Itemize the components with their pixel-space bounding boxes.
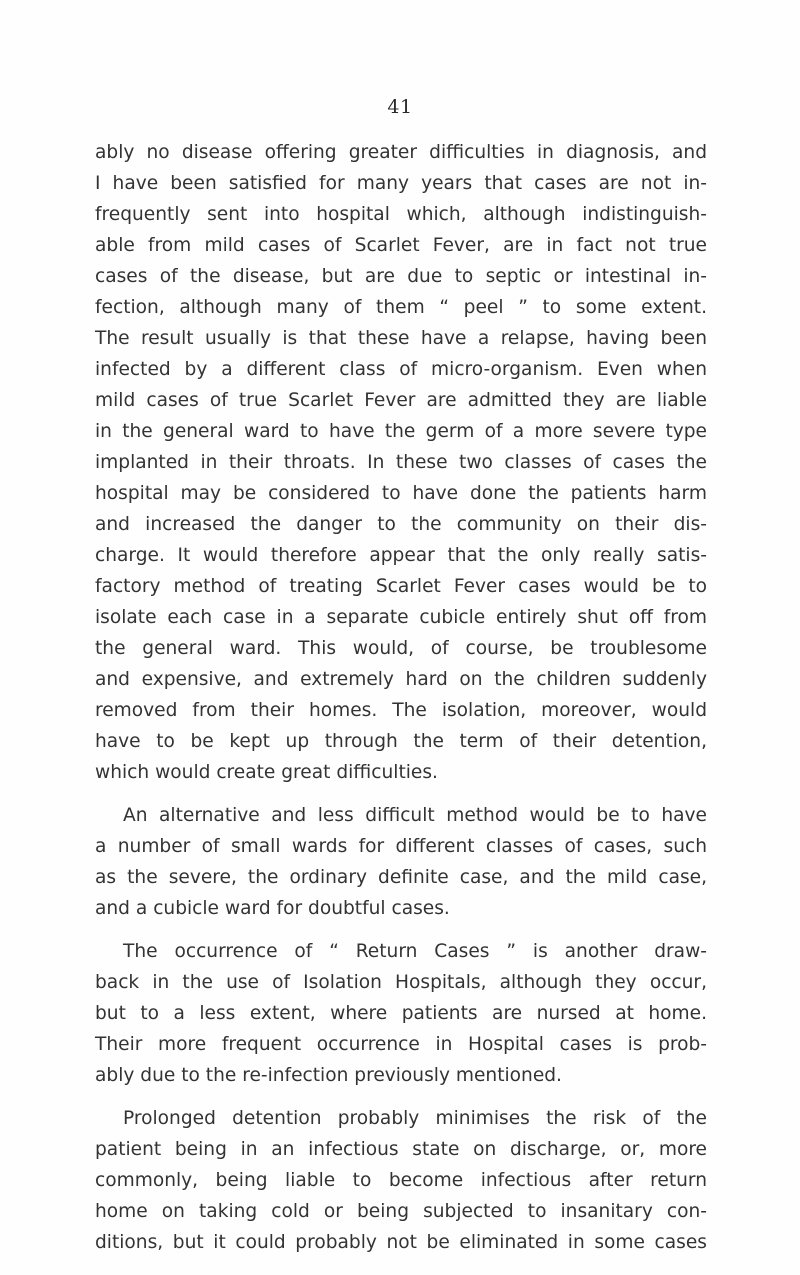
text-line: I have been satisfied for many years that cases are not in-	[95, 173, 707, 194]
text-line: able from mild cases of Scarlet Fever, are in fact not true	[95, 235, 707, 256]
text-line: mild cases of true Scarlet Fever are admitted they are liable	[95, 390, 707, 411]
page-number: 41	[387, 96, 413, 118]
text-line: ably no disease offering greater difficulties in diagnosis, and	[95, 142, 707, 163]
text-line: infected by a different class of micro-organism. Even when	[95, 359, 707, 380]
text-line: which would create great difficulties.	[95, 762, 438, 783]
text-line: ditions, but it could probably not be eliminated in some cases	[95, 1232, 707, 1253]
text-line: Their more frequent occurrence in Hospital cases is prob-	[95, 1034, 707, 1055]
text-line: An alternative and less difficult method would be to have	[123, 805, 707, 826]
text-line: the general ward. This would, of course, be troublesome	[95, 638, 707, 659]
text-line: and expensive, and extremely hard on the children suddenly	[95, 669, 707, 690]
text-line: home on taking cold or being subjected to insanitary con-	[95, 1201, 707, 1222]
text-line: and a cubicle ward for doubtful cases.	[95, 898, 450, 919]
text-line: as the severe, the ordinary definite case, and the mild case,	[95, 867, 707, 888]
text-line: a number of small wards for different classes of cases, such	[95, 836, 707, 857]
text-line: charge. It would therefore appear that the only really satis-	[95, 545, 707, 566]
text-line: hospital may be considered to have done the patients harm	[95, 483, 707, 504]
text-line: The result usually is that these have a relapse, having been	[95, 328, 707, 349]
text-line: frequently sent into hospital which, although indistinguish-	[95, 204, 707, 225]
text-line: The occurrence of “ Return Cases ” is another draw-	[123, 941, 707, 962]
text-line: but to a less extent, where patients are nursed at home.	[95, 1003, 707, 1024]
text-line: back in the use of Isolation Hospitals, although they occur,	[95, 972, 707, 993]
text-line: fection, although many of them “ peel ” to some extent.	[95, 297, 707, 318]
text-line: and increased the danger to the community on their dis-	[95, 514, 707, 535]
text-line: ably due to the re-infection previously mentioned.	[95, 1065, 562, 1086]
text-line: Prolonged detention probably minimises the risk of the	[123, 1108, 707, 1129]
text-line: removed from their homes. The isolation, moreover, would	[95, 700, 707, 721]
text-line: in the general ward to have the germ of a more severe type	[95, 421, 707, 442]
text-line: commonly, being liable to become infectious after return	[95, 1170, 707, 1191]
text-line: isolate each case in a separate cubicle entirely shut off from	[95, 607, 707, 628]
text-line: have to be kept up through the term of their detention,	[95, 731, 707, 752]
text-line: factory method of treating Scarlet Fever cases would be to	[95, 576, 707, 597]
text-line: implanted in their throats. In these two classes of cases the	[95, 452, 707, 473]
text-line: patient being in an infectious state on discharge, or, more	[95, 1139, 707, 1160]
text-line: cases of the disease, but are due to septic or intestinal in-	[95, 266, 707, 287]
